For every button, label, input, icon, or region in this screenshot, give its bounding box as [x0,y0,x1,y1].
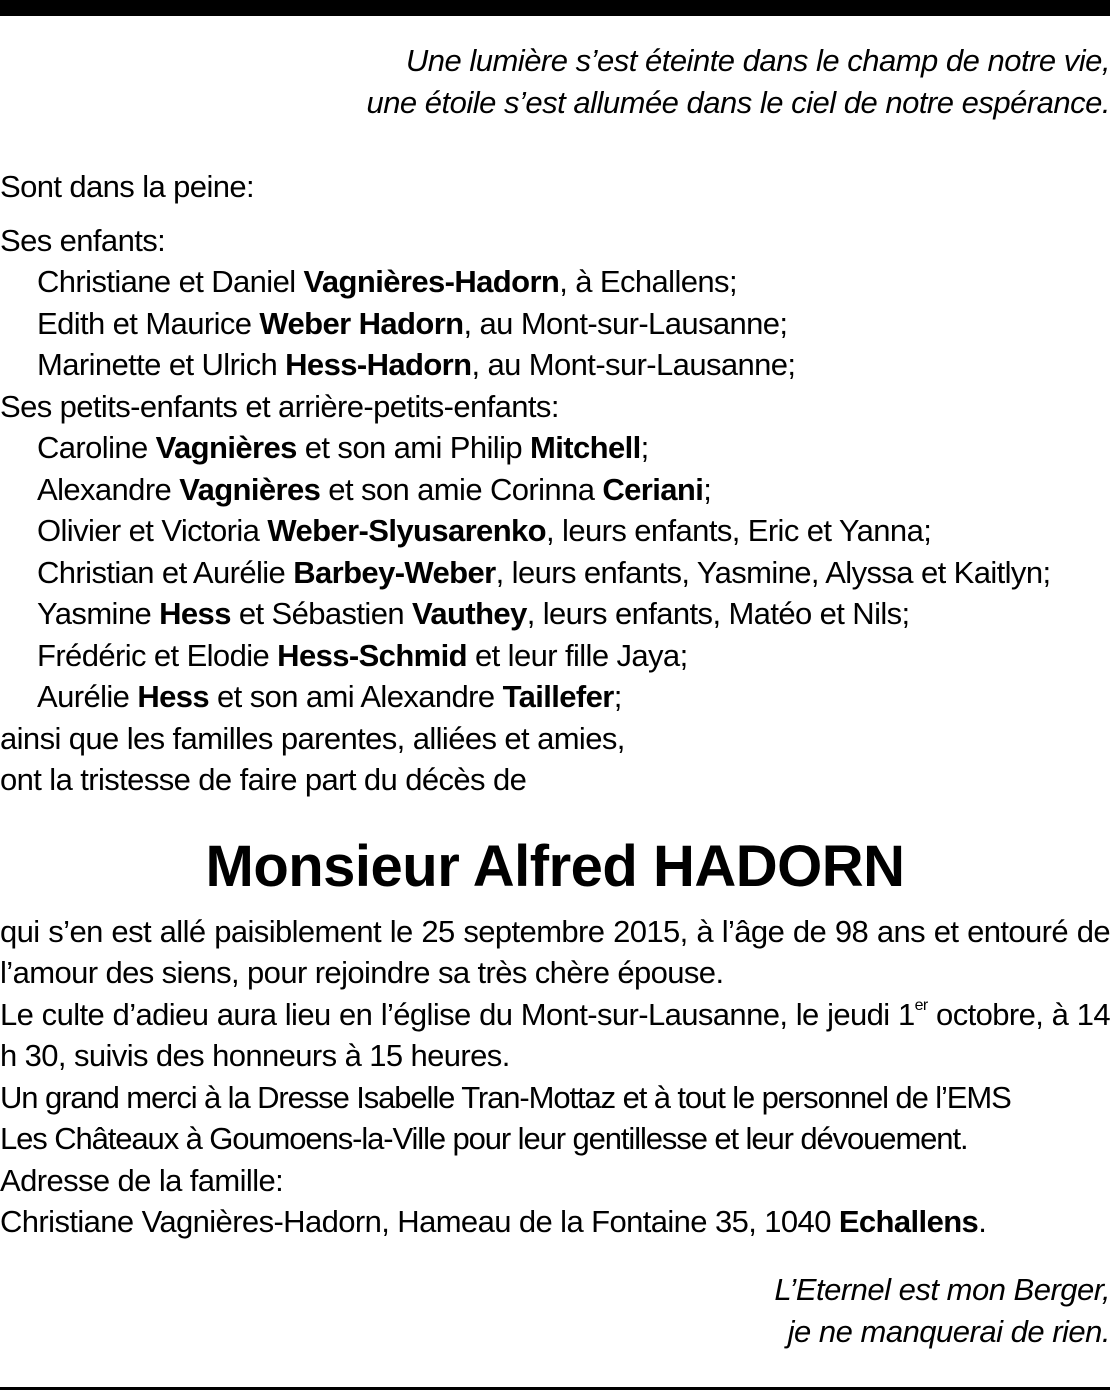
child-entry: Marinette et Ulrich Hess-Hadorn, au Mont-sur-Lausanne; [37,347,796,382]
grandchild-entry: Olivier et Victoria Weber-Slyusarenko, leurs enfants, Eric et Yanna; [37,513,932,548]
service-paragraph: Le culte d’adieu aura lieu en l’église du Mont-sur-Lausanne, le jeudi 1er octobre, à 14 h 30, suivis des honneurs à 15 heures. [0,996,1110,1073]
grandchild-entry: Caroline Vagnières et son ami Philip Mitchell; [37,430,649,465]
epigraph-line: L’Eternel est mon Berger, [774,1271,1110,1307]
obituary-notice [0,40,1110,1353]
address-heading: Adresse de la famille: [0,1162,284,1198]
thanks-line: Un grand merci à la Dresse Isabelle Tran-Mottaz et à tout le personnel de l’EMS [0,1079,1011,1115]
children-heading: Ses enfants: [0,222,166,258]
epigraph-line: Une lumière s’est éteinte dans le champ de notre vie, [405,43,1110,78]
epigraph-bottom [0,1269,1110,1353]
grandchild-entry: Yasmine Hess et Sébastien Vauthey, leurs enfants, Matéo et Nils; [37,596,910,631]
epigraph-top [0,40,1110,124]
ordinal-superscript: er [914,996,928,1014]
grandchild-entry: Frédéric et Elodie Hess-Schmid et leur fille Jaya; [37,637,688,673]
announce-line: ont la tristesse de faire part du décès de [0,762,527,797]
grandchildren-heading: Ses petits-enfants et arrière-petits-enfants: [0,388,559,424]
deceased-name: Monsieur Alfred HADORN [205,833,905,899]
bottom-rule [0,1387,1110,1390]
epigraph-line: une étoile s’est allumée dans le ciel de notre espérance. [366,85,1110,120]
epigraph-line: je ne manquerai de rien. [787,1313,1110,1349]
child-entry: Christiane et Daniel Vagnières-Hadorn, à Echallens; [37,264,737,299]
families-line: ainsi que les familles parentes, alliées et amies, [0,720,625,756]
grandchild-entry: Alexandre Vagnières et son amie Corinna Ceriani; [37,471,712,507]
passing-paragraph: qui s’en est allé paisiblement le 25 septembre 2015, à l’âge de 98 ans et entouré de l’amour des siens, pour rejoindre sa très chère épouse. [0,913,1110,990]
address-line: Christiane Vagnières-Hadorn, Hameau de la Fontaine 35, 1040 Echallens. [0,1204,987,1239]
top-rule [0,0,1110,16]
intro-line: Sont dans la peine: [0,169,255,204]
grandchild-entry: Christian et Aurélie Barbey-Weber, leurs enfants, Yasmine, Alyssa et Kaitlyn; [37,554,1051,590]
thanks-line: Les Châteaux à Goumoens-la-Ville pour leur gentillesse et leur dévouement. [0,1121,968,1156]
child-entry: Edith et Maurice Weber Hadorn, au Mont-sur-Lausanne; [37,305,788,341]
grandchild-entry: Aurélie Hess et son ami Alexandre Taillefer; [37,679,622,714]
